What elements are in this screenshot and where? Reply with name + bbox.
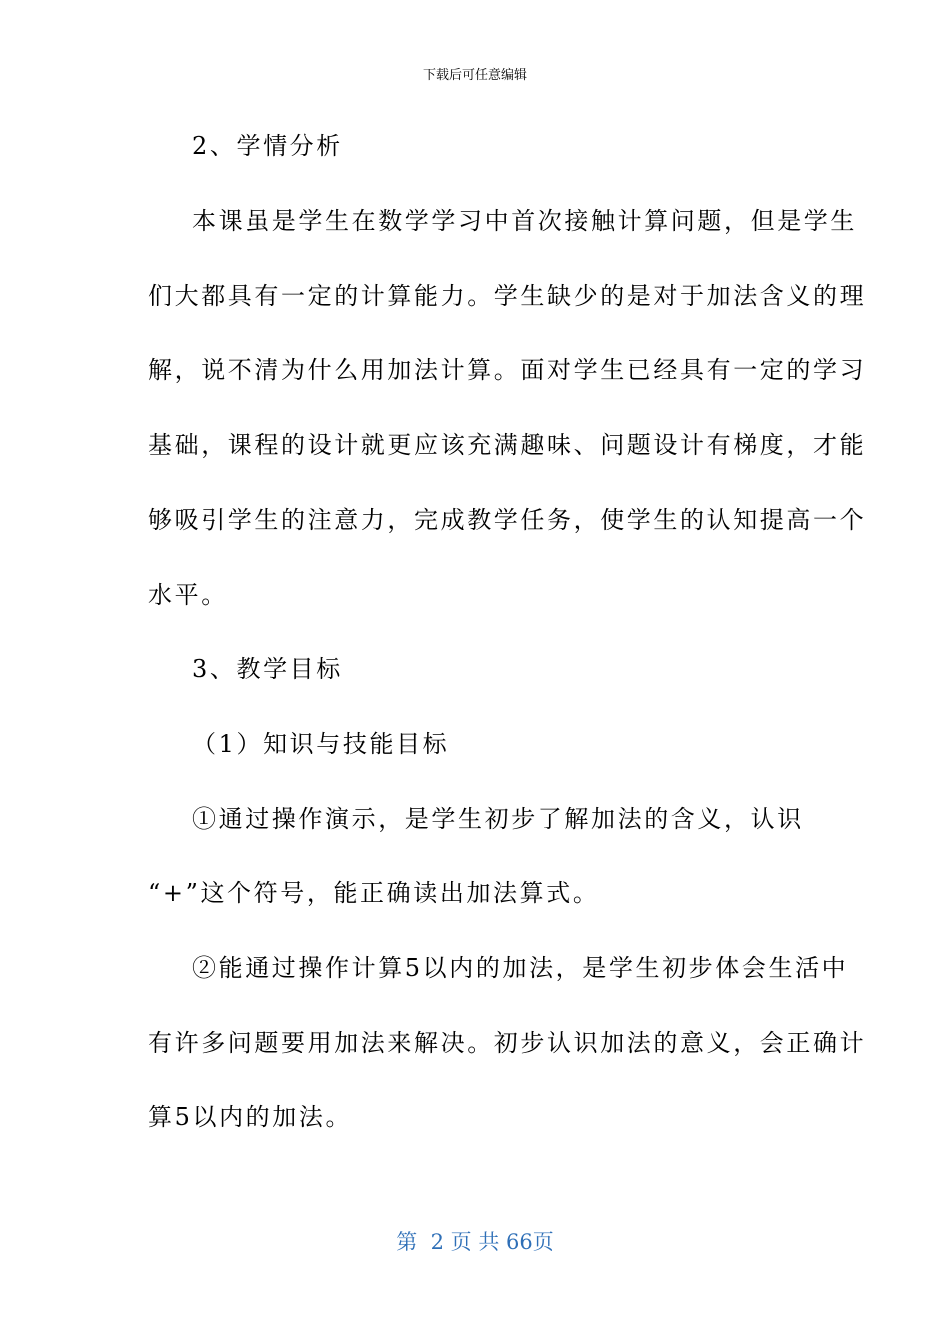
page-number: 第 2 页 共 66页: [396, 1230, 554, 1254]
list-item-line: “+”这个符号，能正确读出加法算式。: [148, 879, 600, 907]
paragraph-line: 解，说不清为什么用加法计算。面对学生已经具有一定的学习: [148, 356, 867, 384]
header-note: 下载后可任意编辑: [422, 68, 527, 83]
section-heading-teaching-goals: 3、教学目标: [192, 655, 343, 683]
paragraph-line: 们大都具有一定的计算能力。学生缺少的是对于加法含义的理: [148, 282, 867, 310]
paragraph-line: 基础，课程的设计就更应该充满趣味、问题设计有梯度，才能: [148, 431, 867, 459]
section-heading-learning-analysis: 2、学情分析: [192, 132, 343, 160]
list-item-line: 算5以内的加法。: [148, 1103, 353, 1131]
paragraph-line: 水平。: [148, 581, 228, 609]
list-item-line: ②能通过操作计算5以内的加法，是学生初步体会生活中: [192, 954, 849, 982]
list-item-line: ①通过操作演示，是学生初步了解加法的含义，认识: [192, 805, 804, 833]
paragraph-line: 本课虽是学生在数学学习中首次接触计算问题，但是学生: [192, 207, 857, 235]
list-item-line: 有许多问题要用加法来解决。初步认识加法的意义，会正确计: [148, 1029, 867, 1057]
subheading-knowledge-skills: （1）知识与技能目标: [192, 730, 450, 758]
paragraph-line: 够吸引学生的注意力，完成教学任务，使学生的认知提高一个: [148, 506, 867, 534]
